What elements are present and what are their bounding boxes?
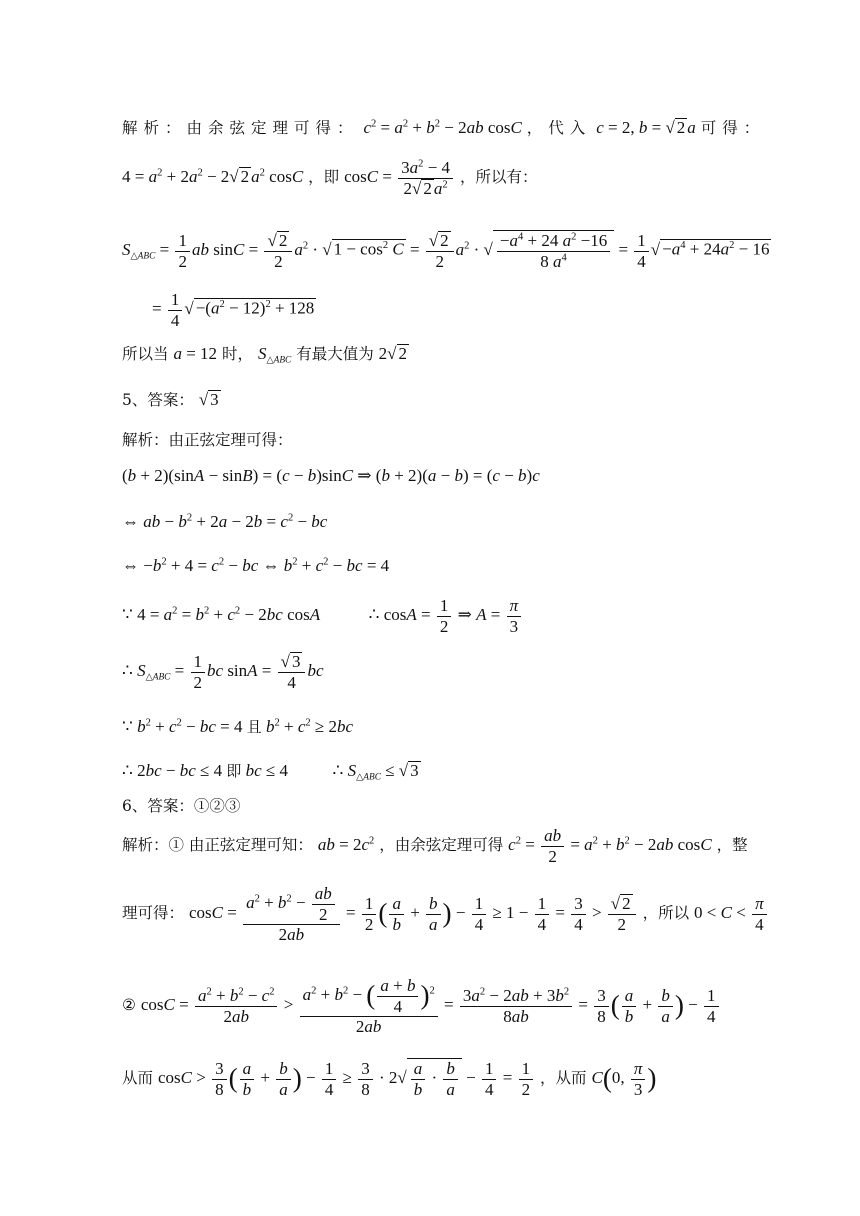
analysis-line-1 xyxy=(122,116,765,138)
q6-line-3: ② cosC = $\frac{a^2 + b^2 - c^2}{2ab}$ > $a^2 + b^2$ − ( $\frac{a + b}{4}$ )$^2$ 2ab = $\frac{3a^2 - 2ab + 3b^2}{8ab}$ = $\frac{3}{8}$ ( $\frac{a}{b}$ + $\frac{b}{a}$ ) − $\frac{1}{4}$ xyxy=(122,976,721,1037)
q5-formula-2: ⇔ ab − $b^2 + 2a - 2b = c^2$ − bc xyxy=(122,512,328,531)
formula: c = 2, b = √ 2 a xyxy=(596,118,696,137)
q6-line-4: 从而 cosC > $\frac{3}{8}$ ( $\frac{a}{b}$ + $\frac{b}{a}$ ) − $\frac{1}{4}$ ≥ $\frac{3}{8}$ · 2√ $\frac{a}{b}$ · $\frac{b}{a}$ − $\frac{1}{4}$ = $\frac{1}{2}$ ，从而 C(0, $\frac{\pi}{3}$ ) xyxy=(122,1059,657,1099)
q5-formula-3: ⇔ $-b^2 + 4 = c^2$ − bc ⇔ $b^2 + c^2$ − bc = 4 xyxy=(122,556,390,575)
text: 可得： xyxy=(700,119,766,137)
formula: $c^2 = a^2 + b^2 - 2ab$ cosC xyxy=(363,118,522,137)
max-line: 所以当 a = 12 时， $S_{\triangle ABC}$ 有最大值为 2√ 2 xyxy=(122,344,408,366)
q5-answer: 5、答案： √ 3 xyxy=(122,390,219,409)
area-formula: $S_{\triangle ABC}$ = $\frac{1}{2}$ ab sinC = $\frac{√ 2}{2}$ $a^2$ · √ $1 - \cos^2 C$ = $\frac{√ 2}{2}$ $a^2$ · √ $\frac{-a^4 + 24 a^2 -16}{8 a^4}$ = $\frac{1}{4}$ √ $-a^4 + 24a^2 - 16$ xyxy=(122,230,770,271)
q6-line-1: 解析：① 由正弦定理可知： ab = $2c^2$ ，由余弦定理可得 $c^2$ = $\frac{ab}{2}$ = $a^2 + b^2 - 2ab$ cosC ，整 xyxy=(122,826,748,866)
formula: cosC = $\frac{3a^2 - 4}{2√ 2 a^2}$ xyxy=(344,167,455,186)
text: ，即 xyxy=(308,168,340,187)
text: ，所以有： xyxy=(459,168,538,187)
formula: $4 = a^2 + 2a^2 - 2√$ 2 $a^2$ cosC xyxy=(122,167,304,187)
q6-line-2: 理可得： cosC = $a^2 + b^2$ − $\frac{ab}{2}$ 2ab = $\frac{1}{2}$ ( $\frac{a}{b}$ + $\frac{b}{a}$ ) − $\frac{1}{4}$ ≥ 1 − $\frac{1}{4}$ = $\frac{3}{4}$ > $\frac{√ 2}{2}$ ，所以 0 < C < $\frac{\pi}{4}$ xyxy=(122,884,769,945)
q5-analysis: 解析：由正弦定理可得： xyxy=(122,431,293,449)
text: ，代入 xyxy=(526,119,592,137)
analysis-line-2 xyxy=(122,158,537,198)
analysis-label: 解析：由余弦定理可得： xyxy=(122,119,359,137)
q5-formula-6: ∵ $b^2 + c^2$ − bc = 4 且 $b^2 + c^2 \ge 2bc$ xyxy=(122,717,354,736)
q5-formula-7: ∴ 2bc − bc ≤ 4 即 bc ≤ 4 ∴ $S_{\triangle ABC}$ ≤ √ 3 xyxy=(122,761,419,783)
q5-formula-4: ∵ $4 = a^2 = b^2 + c^2 - 2bc$ cosA ∴ cosA = $\frac{1}{2}$ ⇒ A = $\frac{\pi}{3}$ xyxy=(122,596,523,636)
q5-formula-5: ∴ $S_{\triangle ABC}$ = $\frac{1}{2}$ bc sinA = $\frac{√ 3}{4}$ bc xyxy=(122,652,324,692)
q6-answer: 6、答案：①②③ xyxy=(122,797,241,815)
area-formula-cont: = $\frac{1}{4}$ √ $-(a^2 - 12)^2 + 128$ xyxy=(152,290,315,330)
q5-formula-1: (b + 2)(sinA − sinB) = (c − b)sinC ⇒ (b + 2)(a − b) = (c − b)c xyxy=(122,466,540,485)
